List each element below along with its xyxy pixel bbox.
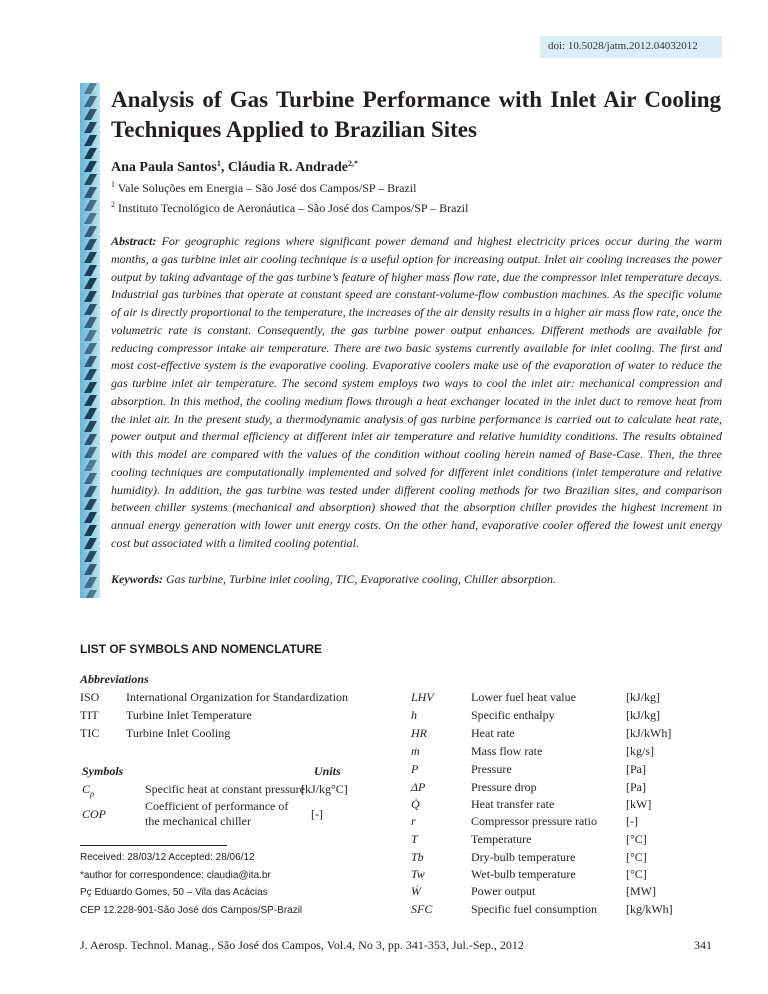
symbol-desc: Pressure: [471, 762, 512, 776]
page-number: 341: [694, 938, 712, 952]
symbol-desc: Compressor pressure ratio: [471, 814, 597, 828]
correspondence-note: *author for correspondence: claudia@ita.br: [80, 870, 271, 881]
decorative-stripe: [80, 83, 100, 598]
paper-title-line1: Analysis of Gas Turbine Performance with Inlet Air Cooling: [111, 87, 721, 112]
symbol-subscript: p: [90, 789, 95, 799]
units-heading: Units: [314, 764, 341, 778]
abbreviations-heading: Abbreviations: [80, 672, 149, 686]
symbol: Q̇: [411, 797, 420, 811]
symbol-desc: Heat rate: [471, 726, 515, 740]
symbol: SFC: [411, 902, 433, 916]
author-list: [111, 160, 358, 176]
symbol-desc: Pressure drop: [471, 780, 537, 794]
symbol-unit: [°C]: [626, 850, 647, 864]
symbol-unit: [kg/s]: [626, 744, 654, 758]
symbol-unit: [kJ/kg°C]: [301, 782, 348, 796]
symbol-desc: Temperature: [471, 832, 532, 846]
symbol-unit: [Pa]: [626, 780, 646, 794]
symbol-unit: [kJ/kWh]: [626, 726, 672, 740]
doi-link[interactable]: doi: 10.5028/jatm.2012.04032012: [548, 40, 698, 52]
symbol: Tw: [411, 867, 425, 881]
symbol-desc: Power output: [471, 884, 536, 898]
symbol-main: C: [82, 782, 91, 796]
symbol: LHV: [411, 690, 434, 704]
symbol: r: [411, 814, 416, 828]
keywords-text: Gas turbine, Turbine inlet cooling, TIC, Evaporative cooling, Chiller absorption.: [166, 572, 556, 586]
symbol-unit: [kJ/kg]: [626, 708, 660, 722]
symbol: HR: [411, 726, 427, 740]
symbol-unit: [Pa]: [626, 762, 646, 776]
symbol: COP: [82, 807, 106, 821]
abbreviation-code: ISO: [80, 690, 100, 704]
affiliation: [111, 201, 468, 216]
author-affil-marker: 2,*: [348, 159, 359, 168]
affiliation: [111, 181, 416, 196]
symbol-unit: [kg/kWh]: [626, 902, 673, 916]
footnote-divider: [80, 845, 227, 846]
affiliation-number: 1: [111, 180, 115, 189]
abstract-label: Abstract:: [111, 234, 157, 248]
symbol-desc: Specific heat at constant pressure: [145, 782, 305, 796]
paper-title-line2: Techniques Applied to Brazilian Sites: [111, 117, 477, 142]
abbreviation-desc: Turbine Inlet Temperature: [126, 708, 252, 722]
address-line: Pç Eduardo Gomes, 50 – Vila das Acácias: [80, 887, 268, 898]
symbol-desc: Lower fuel heat value: [471, 690, 576, 704]
journal-footer: J. Aerosp. Technol. Manag., São José dos Campos, Vol.4, No 3, pp. 341-353, Jul.-Sep., 2012: [80, 938, 524, 952]
symbol-desc: Mass flow rate: [471, 744, 543, 758]
affiliation-text: Instituto Tecnológico de Aeronáutica – São José dos Campos/SP – Brazil: [118, 201, 469, 215]
symbol: P: [411, 762, 419, 776]
symbol: [82, 782, 94, 798]
symbol-unit: [°C]: [626, 867, 647, 881]
symbol-unit: [-]: [626, 814, 638, 828]
author-affil-marker: 1: [216, 159, 221, 168]
symbol-desc: the mechanical chiller: [145, 814, 251, 828]
symbol: ṁ: [411, 744, 420, 758]
symbol-desc: Specific enthalpy: [471, 708, 555, 722]
symbol: T: [411, 832, 418, 846]
symbol: h: [411, 708, 417, 722]
symbol-desc: Coefficient of performance of: [145, 799, 289, 813]
symbol-desc: Specific fuel consumption: [471, 902, 597, 916]
symbol-desc: Dry-bulb temperature: [471, 850, 576, 864]
abstract: [111, 233, 722, 553]
keywords: [111, 572, 556, 587]
abbreviation-code: TIC: [80, 726, 100, 740]
symbol-unit: [°C]: [626, 832, 647, 846]
author-separator: ,: [220, 160, 228, 175]
author-name: Cláudia R. Andrade: [227, 160, 349, 175]
symbol-unit: [-]: [311, 807, 323, 821]
affiliation-number: 2: [111, 200, 115, 209]
affiliation-text: Vale Soluções em Energia – São José dos Campos/SP – Brazil: [117, 181, 417, 195]
abbreviation-desc: Turbine Inlet Cooling: [126, 726, 231, 740]
symbol-desc: Wet-bulb temperature: [471, 867, 576, 881]
address-line: CEP 12.228-901-São José dos Campos/SP-Brazil: [80, 905, 303, 916]
symbols-heading: Symbols: [82, 764, 124, 778]
received-date: Received: 28/03/12 Accepted: 28/06/12: [80, 852, 255, 863]
symbol: ΔP: [411, 780, 426, 794]
keywords-label: Keywords:: [111, 572, 163, 586]
abbreviation-desc: International Organization for Standardization: [126, 690, 349, 704]
symbol-unit: [kJ/kg]: [626, 690, 660, 704]
abstract-text: For geographic regions where significant power demand and highest electricity prices occur during the warm months, a gas turbine inlet air cooling technique is a useful option for increasing output. Inlet air cooling increases the power output by taking advantage of the gas turbine’s feature of higher mass flow rate, due the compressor inlet temperature decays. Industrial gas turbines that operate at constant speed are constant-volume-flow combustion machines. As the specific volume of air is directly proportional to the temperature, the increases of the air density results in a higher air mass flow rate, once the volumetric rate is constant. Consequently, the gas turbine power output enhances. Different methods are available for reducing compressor intake air temperature. There are two basic systems currently available for inlet cooling. The first and most cost-effective system is the evaporative cooling. Evaporative coolers make use of the evaporation of water to reduce the gas turbine inlet air temperature. The second system employs two ways to cool the inlet air: mechanical compression and absorption. In this method, the cooling medium flows through a heat exchanger located in the inlet duct to remove heat from the inlet air. In the present study, a thermodynamic analysis of gas turbine performance is carried out to calculate heat rate, power output and thermal efficiency at different inlet air temperature and relative humidity conditions. The results obtained with this model are compared with the values of the condition without cooling herein named of Base-Case. Then, the three cooling techniques are computationally implemented and solved for different inlet conditions (inlet temperature and relative humidity). In addition, the gas turbine was tested under different cooling methods for two Brazilian sites, and comparison between chiller systems (mechanical and absorption) showed that the absorption chiller provides the highest increment in annual energy generation with lower unit energy costs. On the other hand, evaporative cooler offered the lowest unit energy cost but associated with a limited cooling potential.: [111, 234, 722, 550]
abbreviation-code: TIT: [80, 708, 99, 722]
section-heading: LIST OF SYMBOLS AND NOMENCLATURE: [80, 642, 322, 656]
symbol-unit: [kW]: [626, 797, 652, 811]
author-name: Ana Paula Santos: [111, 160, 217, 175]
symbol-desc: Heat transfer rate: [471, 797, 555, 811]
symbol: Ẇ: [411, 884, 421, 898]
symbol: Tb: [411, 850, 424, 864]
symbol-unit: [MW]: [626, 884, 656, 898]
